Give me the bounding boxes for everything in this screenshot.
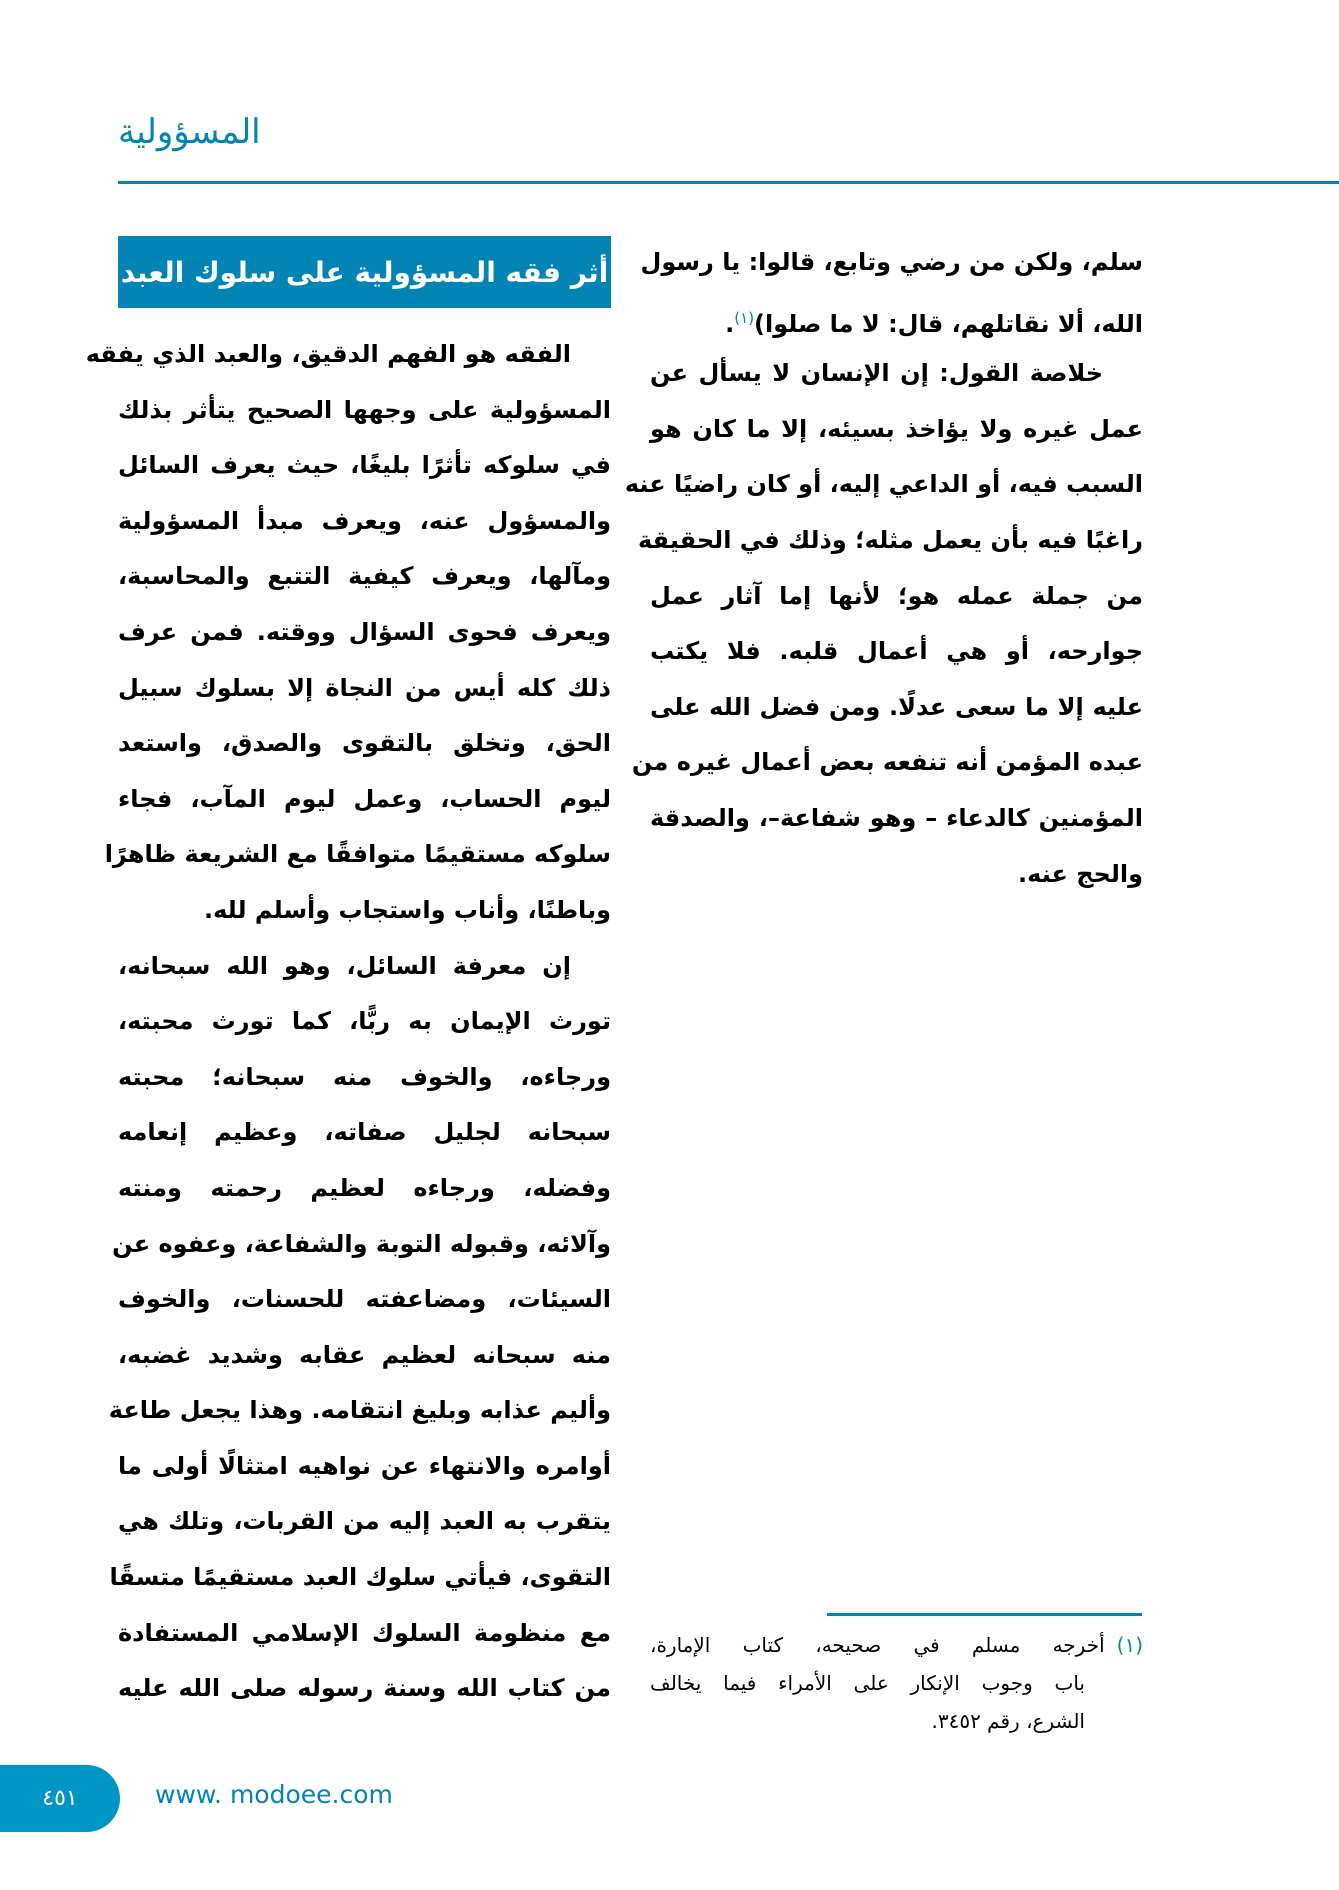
- header-rule: [118, 181, 1339, 184]
- text-line: ليوم الحساب، وعمل ليوم المآب، فجاء: [118, 784, 611, 813]
- text-line: يتقرب به العبد إليه من القربات، وتلك هي: [118, 1507, 611, 1536]
- footnote-ref[interactable]: (١): [734, 308, 755, 327]
- running-title: المسؤولية: [118, 112, 261, 152]
- text-line: ذلك كله أيس من النجاة إلا بسلوك سبيل: [118, 673, 611, 702]
- text-line: وآلائه، وقبوله التوبة والشفاعة، وعفوه عن: [112, 1229, 611, 1258]
- text-line: وأليم عذابه وبليغ انتقامه. وهذا يجعل طاعة: [108, 1396, 611, 1425]
- footnote-line: الشرع، رقم ٣٤٥٢.: [931, 1709, 1085, 1733]
- footnote-line: [650, 1626, 1143, 1664]
- text-line: سلم، ولكن من رضي وتابع، قالوا: يا رسول: [640, 248, 1143, 276]
- text-line: والمسؤول عنه، ويعرف مبدأ المسؤولية: [118, 506, 611, 535]
- text-line: السبب فيه، أو الداعي إليه، أو كان راضيًا عنه: [624, 470, 1143, 499]
- text-line: مع منظومة السلوك الإسلامي المستفادة: [118, 1618, 611, 1647]
- text-line: سلوكه مستقيمًا متوافقًا مع الشريعة ظاهرًا: [104, 840, 611, 869]
- page-number-badge: [0, 1765, 120, 1832]
- text-line: عبده المؤمن أنه تنفعه بعض أعمال غيره من: [631, 748, 1143, 777]
- left-column: [85, 327, 611, 1717]
- text-line: ويعرف فحوى السؤال ووقته. فمن عرف: [118, 617, 611, 646]
- website-url[interactable]: www. modoee.com: [155, 1780, 393, 1809]
- text-line: التقوى، فيأتي سلوك العبد مستقيمًا متسقًا: [109, 1563, 611, 1592]
- text-line: في سلوكه تأثرًا بليغًا، حيث يعرف السائل: [118, 451, 611, 480]
- right-column: [624, 235, 1143, 902]
- text-line: إن معرفة السائل، وهو الله سبحانه،: [118, 951, 571, 980]
- text-line: [650, 291, 1143, 347]
- text-line: منه سبحانه لعظيم عقابه وشديد غضبه،: [118, 1340, 611, 1369]
- text-line: جوارحه، أو هي أعمال قلبه. فلا يكتب: [650, 637, 1143, 666]
- text-line: الحق، وتخلق بالتقوى والصدق، واستعد: [118, 729, 611, 758]
- footnote-number: (١): [1116, 1633, 1143, 1657]
- text-line: الفقه هو الفهم الدقيق، والعبد الذي يفقه: [85, 340, 571, 368]
- section-title: أثر فقه المسؤولية على سلوك العبد: [120, 255, 609, 289]
- text-line: والحج عنه.: [1018, 859, 1143, 888]
- text-line: عليه إلا ما سعى عدلًا. ومن فضل الله على: [650, 692, 1143, 721]
- footnote-line: باب وجوب الإنكار على الأمراء فيما يخالف: [650, 1671, 1085, 1695]
- text-line: عمل غيره ولا يؤاخذ بسيئه، إلا ما كان هو: [650, 414, 1143, 443]
- period: .: [725, 309, 735, 338]
- text-line: راغبًا فيه بأن يعمل مثله؛ وذلك في الحقيقة: [637, 525, 1143, 554]
- footnote: [650, 1626, 1143, 1740]
- quote-end: الله، ألا نقاتلهم، قال: لا ما صلوا): [754, 309, 1143, 338]
- text-line: خلاصة القول: إن الإنسان لا يسأل عن: [650, 359, 1103, 388]
- text-line: ورجاءه، والخوف منه سبحانه؛ محبته: [118, 1062, 611, 1091]
- text-line: سبحانه لجليل صفاته، وعظيم إنعامه: [118, 1118, 611, 1147]
- text-line: من جملة عمله هو؛ لأنها إما آثار عمل: [650, 581, 1143, 610]
- text-line: تورث الإيمان به ربًّا، كما تورث محبته،: [118, 1007, 611, 1036]
- text-line: ومآلها، ويعرف كيفية التتبع والمحاسبة،: [118, 562, 611, 591]
- footnote-rule: [827, 1613, 1142, 1616]
- text-line: وباطنًا، وأناب واستجاب وأسلم لله.: [204, 895, 611, 924]
- text-line: من كتاب الله وسنة رسوله صلى الله عليه: [118, 1674, 611, 1703]
- text-line: المؤمنين كالدعاء – وهو شفاعة–، والصدقة: [650, 803, 1143, 832]
- text-line: أوامره والانتهاء عن نواهيه امتثالًا أولى ما: [118, 1451, 611, 1480]
- section-heading: [118, 236, 611, 308]
- page-number: ٤٥١: [42, 1786, 78, 1811]
- text-line: وفضله، ورجاءه لعظيم رحمته ومنته: [118, 1173, 611, 1202]
- footnote-text: أخرجه مسلم في صحيحه، كتاب الإمارة،: [650, 1633, 1105, 1657]
- text-line: المسؤولية على وجهها الصحيح يتأثر بذلك: [118, 395, 611, 424]
- text-line: السيئات، ومضاعفته للحسنات، والخوف: [118, 1285, 611, 1314]
